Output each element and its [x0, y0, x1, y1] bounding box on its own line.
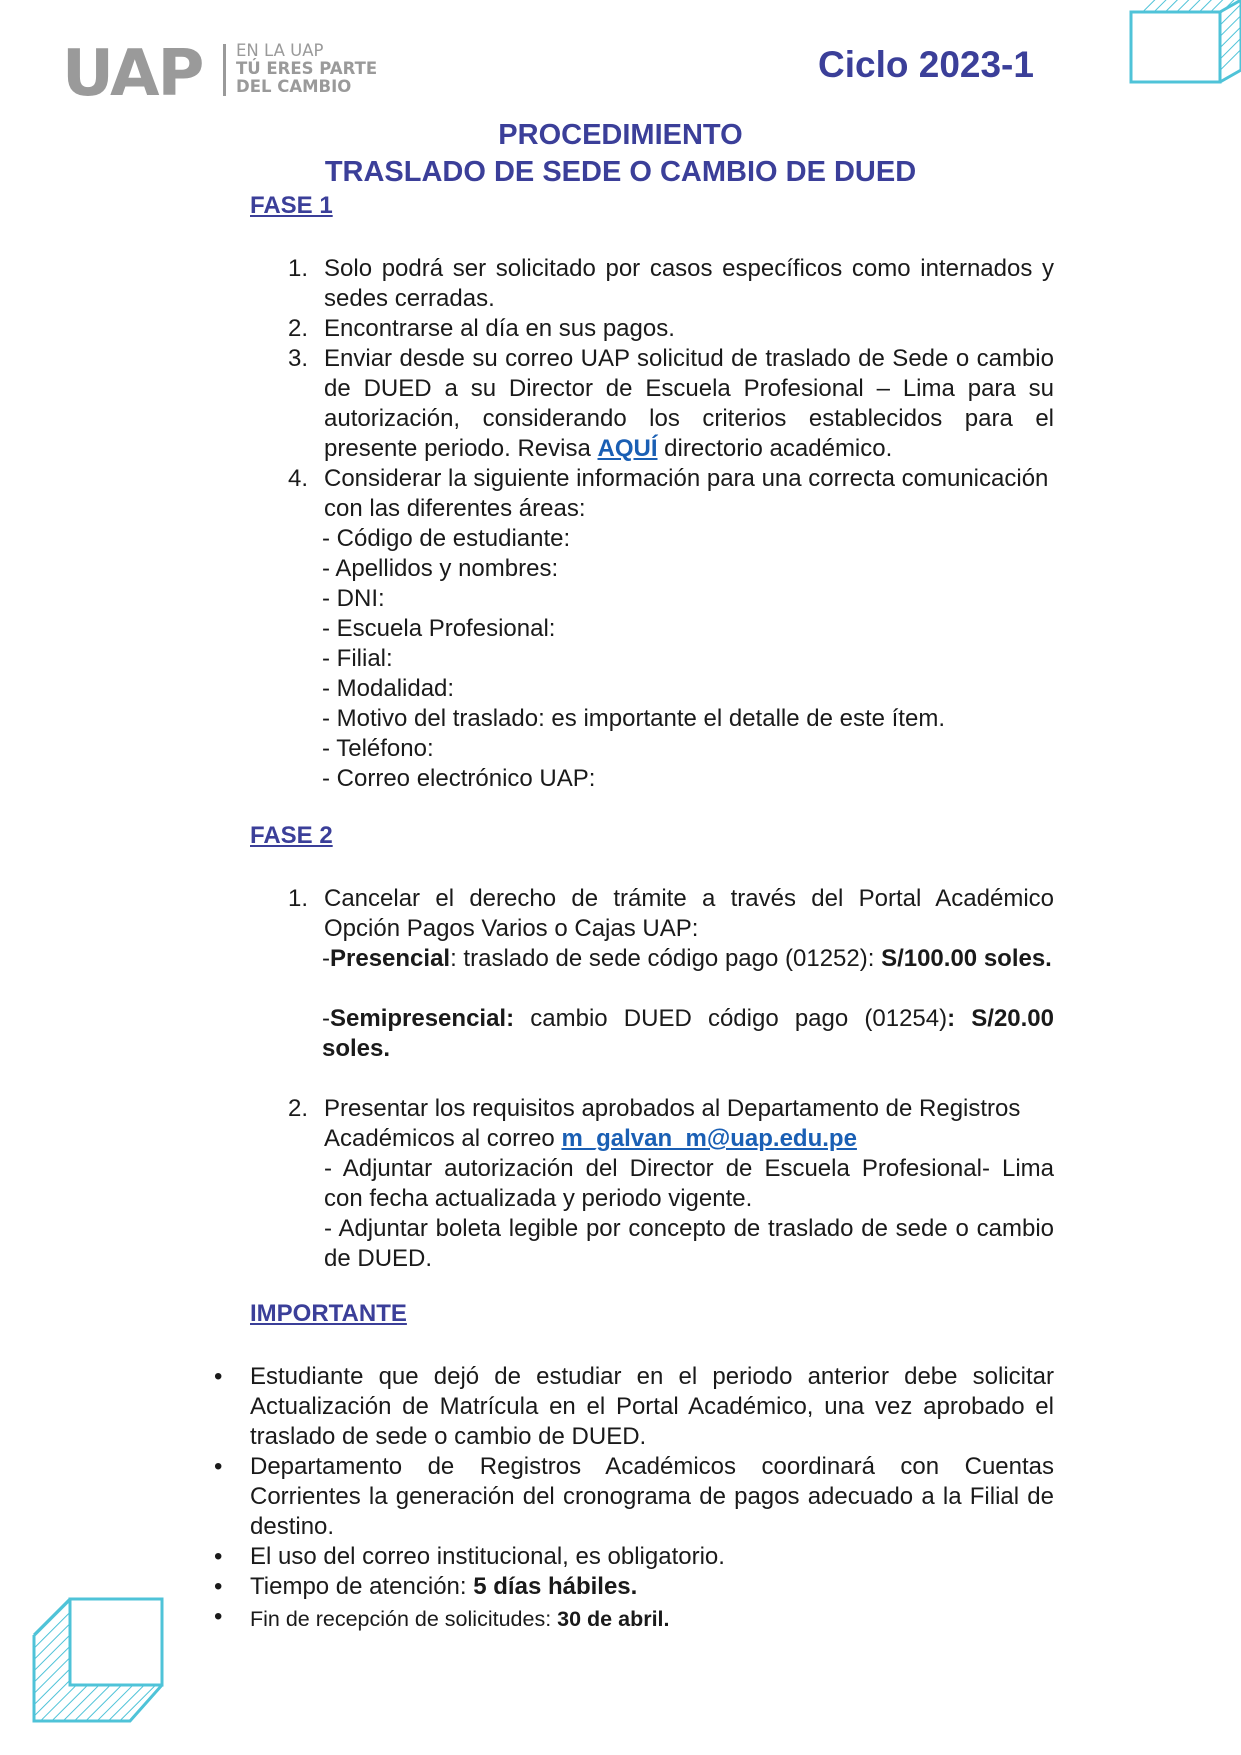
field-correo: - Correo electrónico UAP: — [322, 765, 596, 792]
field-nombres: - Apellidos y nombres: — [322, 555, 559, 582]
email-link[interactable]: m_galvan_m@uap.edu.pe — [561, 1125, 857, 1152]
fase2-item-2-text: Presentar los requisitos aprobados al Departamento de Registros Académicos al correo — [324, 1095, 1021, 1152]
fase2-item-2-sub-1: - Adjuntar autorización del Director de Escuela Profesional- Lima con fecha actualizada y periodo vigente. — [324, 1155, 1054, 1212]
important-item-1: Estudiante que dejó de estudiar en el periodo anterior debe solicitar Actualización de Matrícula en el Portal Académico, una vez aprobado el traslado de sede o cambio de DUED. — [250, 1363, 1054, 1450]
bullet-2-icon: • — [214, 1453, 223, 1480]
fase2-item-1: Cancelar el derecho de trámite a través del Portal Académico Opción Pagos Varios o Cajas UAP: — [324, 885, 1054, 942]
semi-text: cambio DUED código pago (01254) — [514, 1005, 948, 1032]
fase1-item-3-text: Enviar desde su correo UAP solicitud de traslado de Sede o cambio de DUED a su Director de Escuela Profesional – Lima para su autorización, considerando los criterios establecidos para el presente periodo. Revisa — [324, 345, 1054, 462]
tagline-line-2: TÚ ERES PARTE — [236, 59, 378, 78]
fase1-item-4-number: 4. — [288, 465, 309, 492]
field-modalidad: - Modalidad: — [322, 675, 455, 702]
deadline-label: Fin de recepción de solicitudes: — [250, 1607, 558, 1631]
bullet-1-icon: • — [214, 1363, 223, 1390]
page-title-line-2: TRASLADO DE SEDE O CAMBIO DE DUED — [324, 156, 917, 188]
tagline-line-1: EN LA UAP — [236, 41, 324, 60]
fase1-item-1-number: 1. — [288, 255, 309, 282]
semi-price: : S/20.00 soles. — [322, 1005, 1054, 1062]
field-filial: - Filial: — [322, 645, 393, 672]
cube-decoration-bottom-icon — [30, 1595, 170, 1725]
important-item-2: Departamento de Registros Académicos coordinará con Cuentas Corrientes la generación del cronograma de pagos adecuado a la Filial de destino. — [250, 1453, 1054, 1540]
fase2-semipresencial: -Semipresencial: cambio DUED código pago (01254): S/20.00 soles. — [322, 1005, 1054, 1062]
bullet-5-icon: • — [214, 1603, 223, 1630]
logo-divider — [223, 44, 226, 96]
important-item-time — [250, 1572, 1054, 1602]
presencial-text: : traslado de sede código pago (01252): — [450, 945, 882, 972]
fase1-item-2-number: 2. — [288, 315, 309, 342]
fase1-item-3-number: 3. — [288, 345, 309, 372]
student-info-fields — [322, 524, 945, 794]
fase2-item-1-number: 1. — [288, 885, 309, 912]
important-item-3: El uso del correo institucional, es obligatorio. — [250, 1543, 725, 1570]
uap-logo: UAP — [62, 37, 203, 111]
bullet-4-icon: • — [214, 1573, 223, 1600]
field-dni: - DNI: — [322, 585, 385, 612]
field-motivo: - Motivo del traslado: es importante el detalle de este ítem. — [322, 705, 945, 732]
logo-tagline — [236, 42, 377, 96]
fase1-item-3-text-after: directorio académico. — [664, 435, 893, 462]
fase2-item-2-number: 2. — [288, 1095, 309, 1122]
presencial-label: Presencial — [330, 945, 451, 972]
cycle-label: Ciclo 2023-1 — [818, 44, 1034, 85]
time-label: Tiempo de atención: — [250, 1573, 474, 1600]
fase1-item-2: Encontrarse al día en sus pagos. — [324, 315, 675, 342]
fase1-item-4: Considerar la siguiente información para una correcta comunicación con las diferentes áreas: — [324, 465, 1049, 522]
aqui-link[interactable]: AQUÍ — [597, 435, 658, 462]
importante-heading: IMPORTANTE — [250, 1300, 407, 1327]
fase2-item-2 — [324, 1094, 1054, 1154]
fase-1-heading: FASE 1 — [250, 192, 333, 219]
presencial-price: S/100.00 soles. — [881, 945, 1052, 972]
bullet-3-icon: • — [214, 1543, 223, 1570]
semi-label: Semipresencial: — [330, 1005, 515, 1032]
fase2-presencial: -Presencial: traslado de sede código pago (01252): S/100.00 soles. — [322, 945, 1052, 972]
page-title-line-1: PROCEDIMIENTO — [498, 119, 743, 151]
time-value: 5 días hábiles. — [473, 1573, 638, 1600]
fase1-item-3 — [324, 344, 1054, 464]
fase1-item-1: Solo podrá ser solicitado por casos específicos como internados y sedes cerradas. — [324, 255, 1054, 312]
field-codigo: - Código de estudiante: — [322, 525, 571, 552]
cube-decoration-top-icon — [1120, 0, 1241, 90]
field-telefono: - Teléfono: — [322, 735, 434, 762]
deadline-value: 30 de abril. — [557, 1607, 670, 1631]
fase-2-heading: FASE 2 — [250, 822, 333, 849]
tagline-line-3: DEL CAMBIO — [236, 77, 352, 96]
important-item-deadline — [250, 1604, 1054, 1634]
field-escuela: - Escuela Profesional: — [322, 615, 556, 642]
fase2-item-2-sub-2: - Adjuntar boleta legible por concepto de traslado de sede o cambio de DUED. — [324, 1215, 1054, 1272]
